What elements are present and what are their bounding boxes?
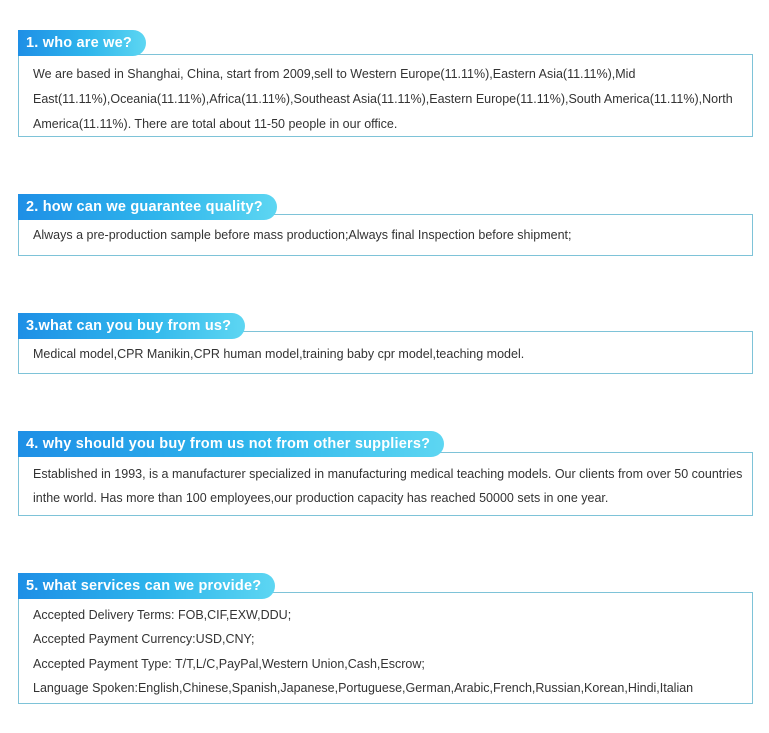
faq-section-who-are-we — [18, 30, 753, 138]
faq-answer-box — [18, 452, 753, 516]
faq-question-heading: 3.what can you buy from us? — [18, 313, 245, 339]
faq-answer-line: Accepted Payment Currency:USD,CNY; — [33, 632, 255, 646]
faq-section-services — [18, 573, 753, 704]
faq-answer-line: We are based in Shanghai, China, start from 2009,sell to Western Europe(11.11%),Eastern Asia(11.11%),Mid — [33, 67, 636, 81]
faq-answer-line: Accepted Payment Type: T/T,L/C,PayPal,Western Union,Cash,Escrow; — [33, 657, 425, 671]
faq-section-guarantee-quality — [18, 194, 753, 256]
faq-question-heading: 5. what services can we provide? — [18, 573, 275, 599]
faq-answer-line: Accepted Delivery Terms: FOB,CIF,EXW,DDU; — [33, 608, 292, 622]
faq-answer-line: inthe world. Has more than 100 employees,our production capacity has reached 50000 sets in one year. — [33, 491, 609, 505]
faq-answer-box — [18, 54, 753, 137]
faq-answer-box — [18, 592, 753, 704]
faq-answer-line: Always a pre-production sample before mass production;Always final Inspection before shipment; — [33, 228, 572, 242]
faq-answer-line: Established in 1993, is a manufacturer specialized in manufacturing medical teaching models. Our clients from over 50 countries — [33, 467, 743, 481]
faq-question-heading: 4. why should you buy from us not from other suppliers? — [18, 431, 444, 457]
faq-answer-box — [18, 214, 753, 256]
faq-answer-line: Medical model,CPR Manikin,CPR human model,training baby cpr model,teaching model. — [33, 347, 525, 361]
faq-answer-line: America(11.11%). There are total about 11-50 people in our office. — [33, 117, 398, 131]
faq-answer-line: Language Spoken:English,Chinese,Spanish,Japanese,Portuguese,German,Arabic,French,Russian,Korean,Hindi,Italian — [33, 681, 694, 695]
faq-question-heading: 2. how can we guarantee quality? — [18, 194, 277, 220]
faq-section-why-buy-from-us — [18, 431, 753, 517]
faq-question-heading: 1. who are we? — [18, 30, 146, 56]
faq-answer-line: East(11.11%),Oceania(11.11%),Africa(11.11%),Southeast Asia(11.11%),Eastern Europe(11.11%),South America(11.11%),North — [33, 92, 733, 106]
faq-section-what-can-you-buy — [18, 313, 753, 375]
